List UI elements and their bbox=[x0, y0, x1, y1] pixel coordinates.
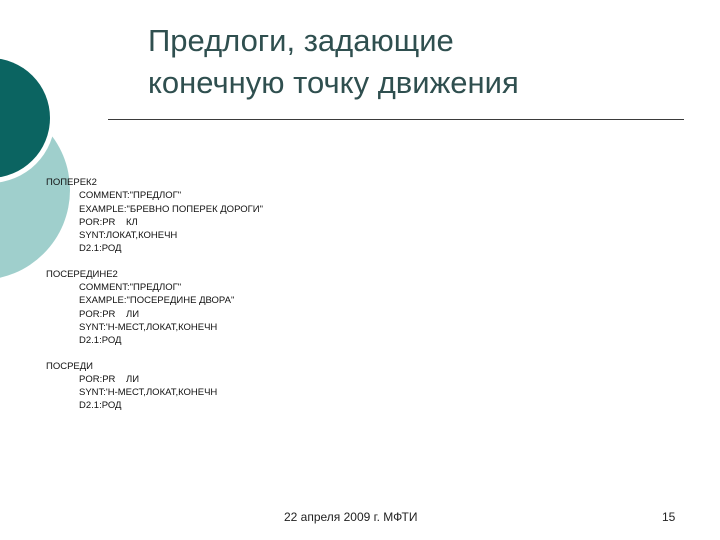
entry-field: SYNT:'Н-МЕСТ,ЛОКАТ,КОНЕЧН bbox=[79, 321, 218, 333]
entry-field: POR:PR ЛИ bbox=[79, 373, 140, 385]
dictionary-entry bbox=[46, 360, 646, 413]
dictionary-entry bbox=[46, 176, 646, 256]
slide-title bbox=[148, 20, 688, 104]
dictionary-entries bbox=[46, 176, 646, 425]
entry-field: COMMENT:"ПРЕДЛОГ" bbox=[79, 190, 182, 202]
entry-field: COMMENT:"ПРЕДЛОГ" bbox=[79, 282, 182, 294]
entry-field: D2.1:РОД bbox=[79, 400, 122, 412]
dictionary-entry bbox=[46, 268, 646, 348]
entry-field: SYNT:'Н-МЕСТ,ЛОКАТ,КОНЕЧН bbox=[79, 387, 218, 399]
entry-field: EXAMPLE:"БРЕВНО ПОПЕРЕК ДОРОГИ" bbox=[79, 203, 263, 215]
entry-field: POR:PR КЛ bbox=[79, 216, 138, 228]
entry-headword: ПОПЕРЕК2 bbox=[46, 177, 97, 188]
entry-field: SYNT:ЛОКАТ,КОНЕЧН bbox=[79, 230, 178, 242]
slide-title-line-2: конечную точку движения bbox=[148, 65, 519, 100]
entry-field: EXAMPLE:"ПОСЕРЕДИНЕ ДВОРА" bbox=[79, 295, 235, 307]
slide-title-line-1: Предлоги, задающие bbox=[148, 23, 454, 58]
entry-headword: ПОСЕРЕДИНЕ2 bbox=[46, 268, 118, 280]
entry-field: D2.1:РОД bbox=[79, 335, 122, 347]
title-divider bbox=[108, 119, 684, 120]
page-number: 15 bbox=[662, 510, 676, 524]
entry-field: D2.1:РОД bbox=[79, 243, 122, 255]
footer-date-org: 22 апреля 2009 г. МФТИ bbox=[284, 510, 418, 524]
entry-field: POR:PR ЛИ bbox=[79, 308, 140, 320]
entry-headword: ПОСРЕДИ bbox=[46, 360, 94, 372]
